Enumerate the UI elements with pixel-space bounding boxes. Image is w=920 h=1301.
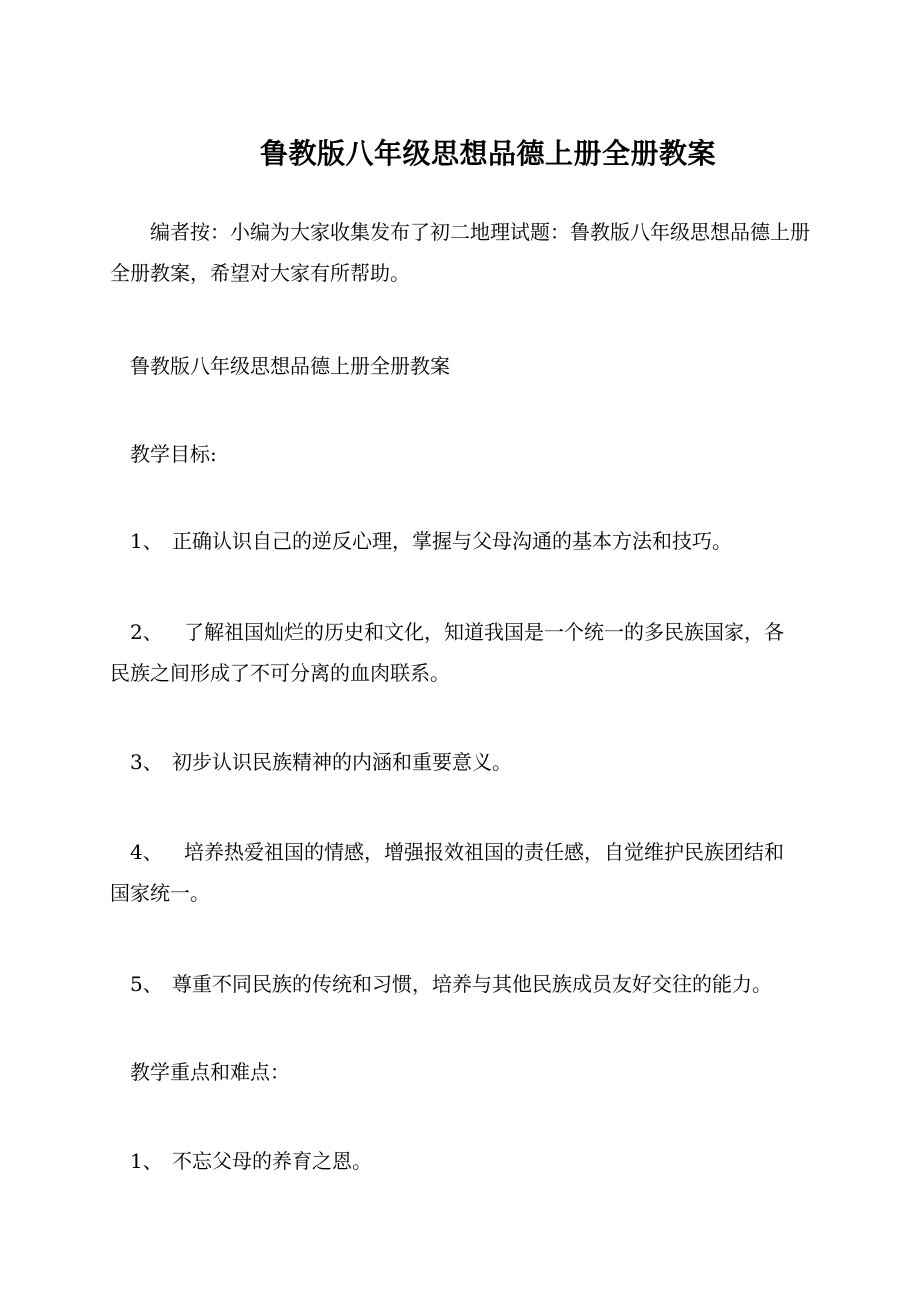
goal-text: 了解祖国灿烂的历史和文化，知道我国是一个统一的多民族国家，各	[184, 620, 784, 644]
goal-item-4-line1	[130, 832, 784, 873]
goal-item-5	[130, 964, 772, 1005]
goal-text: 初步认识民族精神的内涵和重要意义。	[172, 750, 512, 774]
goal-text: 正确认识自己的逆反心理，掌握与父母沟通的基本方法和技巧。	[172, 529, 732, 553]
goal-item-1	[130, 521, 732, 562]
document-title: 鲁教版八年级思想品德上册全册教案	[259, 137, 716, 170]
goal-item-3	[130, 742, 512, 783]
goal-number: 1、	[130, 529, 163, 553]
goal-text: 尊重不同民族的传统和习惯，培养与其他民族成员友好交往的能力。	[172, 972, 772, 996]
goal-item-4-line2: 国家统一。	[110, 881, 210, 905]
goals-heading: 教学目标:	[130, 442, 217, 466]
key-points-heading: 教学重点和难点：	[130, 1060, 290, 1084]
goal-number: 4、	[130, 840, 163, 864]
subtitle: 鲁教版八年级思想品德上册全册教案	[130, 354, 450, 378]
key-point-number: 1、	[130, 1149, 163, 1173]
key-point-text: 不忘父母的养育之恩。	[172, 1149, 372, 1173]
goal-text: 培养热爱祖国的情感，增强报效祖国的责任感，自觉维护民族团结和	[184, 840, 784, 864]
intro-paragraph: 编者按：小编为大家收集发布了初二地理试题：鲁教版八年级思想品德上册全册教案，希望对大家有所帮助。	[110, 220, 810, 285]
goal-number: 3、	[130, 750, 163, 774]
goal-number: 5、	[130, 972, 163, 996]
goal-item-2-line1	[130, 612, 784, 653]
goal-item-2-line2: 民族之间形成了不可分离的血肉联系。	[110, 661, 450, 685]
goal-number: 2、	[130, 620, 163, 644]
key-point-item-1	[130, 1141, 372, 1182]
